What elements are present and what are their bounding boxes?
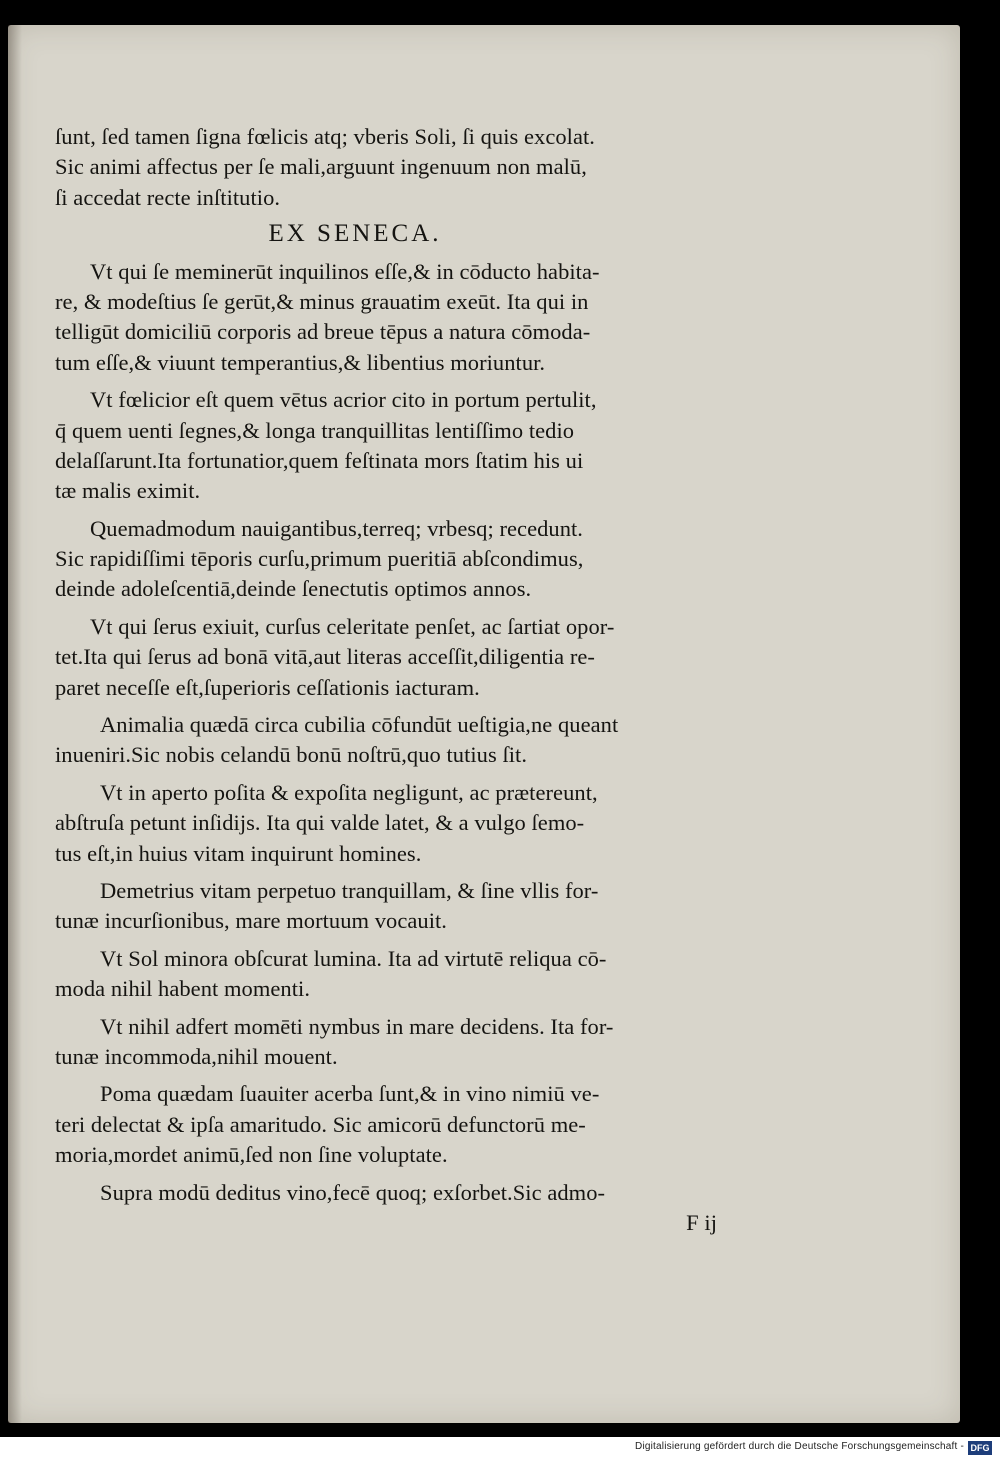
text-line: Vt qui ſerus exiuit, curſus celeritate penſet, ac ſartiat opor- bbox=[90, 613, 615, 639]
paragraph bbox=[55, 1079, 727, 1170]
text-line: tum eſſe,& viuunt temperantius,& libentius moriuntur. bbox=[55, 349, 546, 375]
paragraph bbox=[55, 944, 727, 1005]
text-line: Sic animi affectus per ſe mali,arguunt ingenuum non malū, bbox=[55, 154, 587, 180]
text-line: ſi accedat recte inſtitutio. bbox=[55, 184, 281, 210]
text-line: abſtruſa petunt inſidijs. Ita qui valde latet, & a vulgo ſemo- bbox=[55, 810, 585, 836]
text-line: q̄ quem uenti ſegnes,& longa tranquillitas lentiſſimo tedio bbox=[55, 417, 575, 443]
text-line: Vt Sol minora obſcurat lumina. Ita ad virtutē reliqua cō- bbox=[100, 945, 607, 971]
text-line: tunæ incommoda,nihil mouent. bbox=[55, 1043, 338, 1069]
paragraph bbox=[55, 1012, 727, 1073]
paragraph bbox=[55, 778, 727, 869]
paragraph bbox=[55, 876, 727, 937]
text-line: tæ malis eximit. bbox=[55, 478, 201, 504]
text-line: moda nihil habent momenti. bbox=[55, 976, 311, 1002]
funding-credit: Digitalisierung gefördert durch die Deutsche Forschungsgemeinschaft - bbox=[635, 1441, 964, 1452]
text-line: Animalia quædā circa cubilia cōfundūt ueſtigia,ne queant bbox=[100, 712, 619, 738]
text-line: Vt qui ſe meminerūt inquilinos eſſe,& in cōducto habita- bbox=[90, 258, 600, 284]
text-line: Supra modū deditus vino,fecē quoq; exſorbet.Sic admo- bbox=[100, 1179, 606, 1205]
text-line: Poma quædam ſuauiter acerba ſunt,& in vino nimiū ve- bbox=[100, 1081, 600, 1107]
paragraph bbox=[55, 514, 727, 605]
paragraph bbox=[55, 710, 727, 771]
text-line: delaſſarunt.Ita fortunatior,quem feſtinata mors ſtatim his ui bbox=[55, 447, 584, 473]
signature-mark: F ij bbox=[686, 1209, 717, 1235]
text-line: deinde adoleſcentiā,deinde ſenectutis optimos annos. bbox=[55, 576, 532, 602]
text-line: ſunt, ſed tamen ſigna fœlicis atq; vberis Soli, ſi quis excolat. bbox=[55, 124, 595, 149]
text-line: inueniri.Sic nobis celandū bonū noſtrū,quo tutius ſit. bbox=[55, 742, 528, 768]
text-line: Vt fœlicior eſt quem vētus acrior cito in portum pertulit, bbox=[90, 387, 597, 413]
paragraph bbox=[55, 612, 727, 703]
text-line: paret neceſſe eſt,ſuperioris ceſſationis iacturam. bbox=[55, 674, 480, 700]
text-line: Vt in aperto poſita & expoſita negligunt, ac prætereunt, bbox=[100, 779, 598, 805]
paragraph bbox=[55, 1178, 727, 1208]
dfg-logo: DFG bbox=[968, 1441, 992, 1455]
text-line: Sic rapidiſſimi tēporis curſu,primum pueritiā abſcondimus, bbox=[55, 546, 584, 572]
page-edge-shadow bbox=[8, 25, 22, 1423]
paragraph bbox=[55, 257, 727, 379]
text-line: Quemadmodum nauigantibus,terreq; vrbesq; recedunt. bbox=[90, 515, 583, 541]
text-line: Vt nihil adfert momēti nymbus in mare decidens. Ita for- bbox=[100, 1013, 614, 1039]
text-line: moria,mordet animū,ſed non ſine voluptate. bbox=[55, 1142, 448, 1168]
page-text bbox=[55, 122, 727, 1238]
text-line: telligūt domiciliū corporis ad breue tēpus a natura cōmoda- bbox=[55, 319, 591, 345]
text-line: tunæ incurſionibus, mare mortuum vocauit. bbox=[55, 908, 447, 934]
section-heading: EX SENECA. bbox=[268, 220, 442, 248]
text-line: tus eſt,in huius vitam inquirunt homines. bbox=[55, 840, 422, 866]
paragraph bbox=[55, 385, 727, 507]
text-line: teri delectat & ipſa amaritudo. Sic amicorū defunctorū me- bbox=[55, 1111, 586, 1137]
text-line: Demetrius vitam perpetuo tranquillam, & ſine vllis for- bbox=[100, 878, 599, 903]
text-line: re, & modeſtius ſe gerūt,& minus grauatim exeūt. Ita qui in bbox=[55, 288, 589, 314]
text-line: tet.Ita qui ſerus ad bonā vitā,aut literas acceſſit,diligentia re- bbox=[55, 644, 595, 670]
